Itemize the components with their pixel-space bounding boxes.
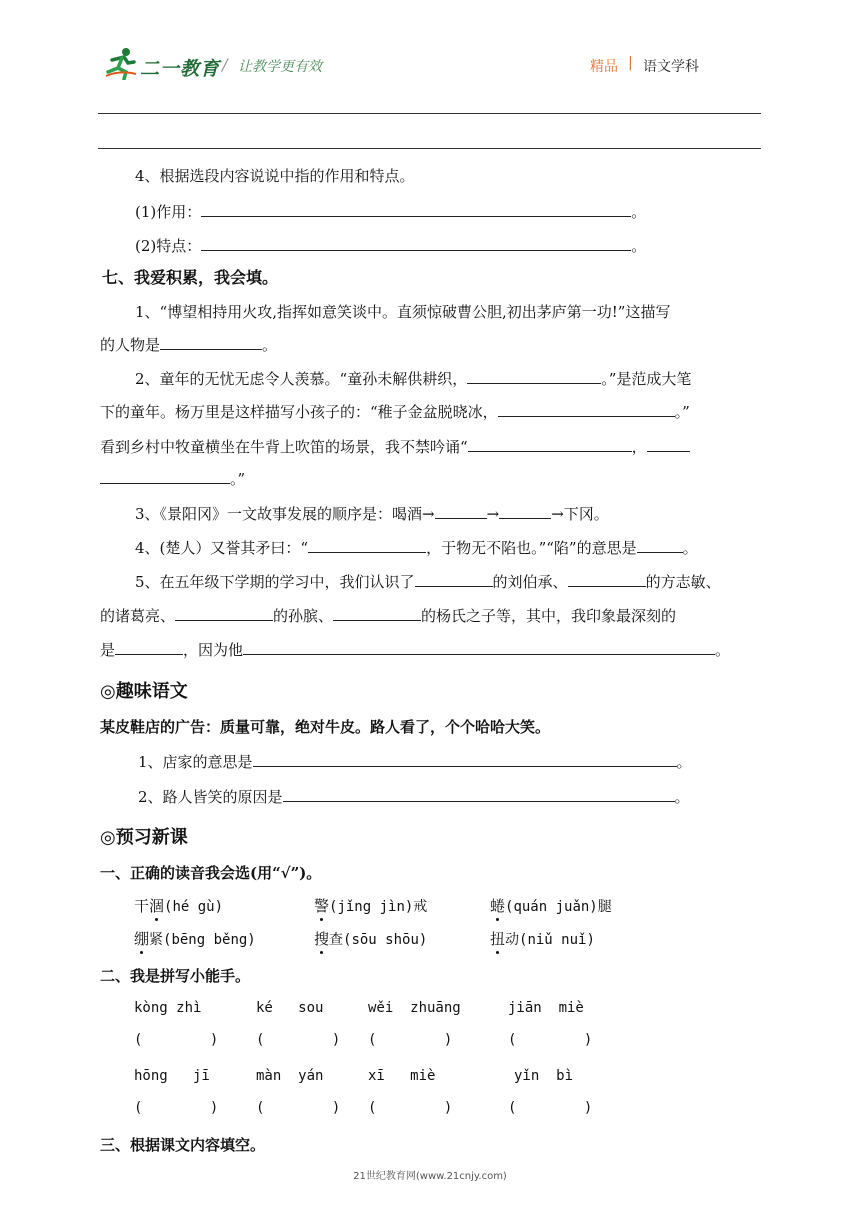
fill-blank[interactable] bbox=[175, 605, 273, 621]
fun-title: ◎趣味语文 bbox=[100, 681, 188, 702]
answer-paren[interactable]: ( ) bbox=[134, 1100, 219, 1116]
fill-blank[interactable] bbox=[201, 235, 631, 251]
s7-item5a: 5、在五年级下学期的学习中，我们认识了 的刘伯承、 的方志敏、 bbox=[135, 573, 721, 591]
fun-q2: 2、路人皆笑的原因是 。 bbox=[138, 788, 690, 806]
answer-paren[interactable]: ( ) bbox=[508, 1032, 593, 1048]
answer-paren[interactable]: ( ) bbox=[368, 1032, 453, 1048]
fun-q1: 1、店家的意思是 。 bbox=[138, 753, 692, 771]
arrow-icon: → bbox=[422, 505, 435, 523]
s7-item2d: 。” bbox=[100, 468, 245, 489]
s7-item2c: 看到乡村中牧童横坐在牛背上吹笛的场景，我不禁吟诵“ ， bbox=[100, 436, 690, 457]
pinyin: wěi zhuāng bbox=[368, 1000, 461, 1016]
answer-line bbox=[98, 113, 761, 114]
s7-item1b: 的人物是 。 bbox=[100, 336, 278, 354]
fill-blank[interactable] bbox=[498, 401, 675, 417]
answer-paren[interactable]: ( ) bbox=[256, 1032, 341, 1048]
pinyin: jiān miè bbox=[508, 1000, 584, 1016]
s7-item3: 3、《景阳冈》一文故事发展的顺序是：喝酒→ → →下冈。 bbox=[135, 505, 609, 523]
brand-name: 二一教育 bbox=[140, 58, 221, 80]
answer-line bbox=[98, 148, 761, 149]
q4-part2: (2)特点： 。 bbox=[135, 237, 647, 255]
pron-item[interactable]: 蜷(quán juǎn)腿 bbox=[490, 897, 612, 915]
fill-blank[interactable] bbox=[415, 571, 493, 587]
fill-blank[interactable] bbox=[467, 368, 601, 384]
fill-blank[interactable] bbox=[568, 571, 646, 587]
fill-blank[interactable] bbox=[637, 537, 683, 553]
fill-blank[interactable] bbox=[333, 605, 421, 621]
s7-item1a: 1、“博望相持用火攻,指挥如意笑谈中。直须惊破曹公胆,初出茅庐第一功!”这描写 bbox=[135, 303, 671, 321]
fill-blank[interactable] bbox=[308, 537, 426, 553]
arrow-icon: → bbox=[486, 505, 500, 523]
s7-item2a: 2、童年的无忧无虑令人羡慕。“童孙未解供耕织， 。”是范成大笔 bbox=[135, 370, 692, 388]
fill-blank[interactable] bbox=[115, 639, 183, 655]
fill-blank[interactable] bbox=[201, 201, 631, 217]
answer-paren[interactable]: ( ) bbox=[134, 1032, 219, 1048]
fill-blank[interactable] bbox=[160, 334, 262, 350]
answer-paren[interactable]: ( ) bbox=[508, 1100, 593, 1116]
header-slash: / bbox=[222, 55, 228, 74]
header bbox=[0, 0, 860, 90]
pron-item[interactable]: 干涸(hé gù) bbox=[134, 897, 224, 915]
pron-item[interactable]: 绷紧(bēng běng) bbox=[134, 930, 256, 948]
pinyin: yǐn bì bbox=[514, 1068, 574, 1084]
s7-item4: 4、(楚人）又誉其矛曰：“ ，于物无不陷也。”“陷”的意思是 。 bbox=[135, 539, 698, 557]
answer-paren[interactable]: ( ) bbox=[368, 1100, 453, 1116]
section7-title: 七、我爱积累，我会填。 bbox=[102, 268, 279, 287]
pinyin: hōng jī bbox=[134, 1068, 210, 1084]
fill-blank[interactable] bbox=[435, 503, 487, 519]
pinyin: màn yán bbox=[256, 1068, 324, 1084]
slogan: 让教学更有效 bbox=[238, 59, 322, 75]
s7-item2b: 下的童年。杨万里是这样描写小孩子的：“稚子金盆脱晓冰， 。” bbox=[100, 403, 690, 421]
q4-stem: 4、根据选段内容说说中指的作用和特点。 bbox=[135, 167, 415, 185]
s7-item5c: 是 ，因为他 。 bbox=[100, 641, 731, 659]
subject-label: 语文学科 bbox=[643, 59, 699, 75]
fill-blank[interactable] bbox=[283, 786, 675, 802]
answer-paren[interactable]: ( ) bbox=[256, 1100, 341, 1116]
preview-s3: 三、根据课文内容填空。 bbox=[100, 1136, 266, 1154]
pinyin-row-1 bbox=[134, 1000, 734, 1020]
runner-logo-icon bbox=[104, 46, 138, 80]
footer: 21世纪教育网(www.21cnjy.com) bbox=[353, 1171, 507, 1182]
fill-blank[interactable] bbox=[253, 751, 677, 767]
fun-ad: 某皮鞋店的广告：质量可靠，绝对牛皮。路人看了，个个哈哈大笑。 bbox=[100, 718, 551, 736]
pron-item[interactable]: 警(jǐng jìn)戒 bbox=[314, 897, 428, 915]
pinyin: ké sou bbox=[256, 1000, 324, 1016]
arrow-icon: → bbox=[551, 505, 564, 523]
pinyin: kòng zhì bbox=[134, 1000, 202, 1016]
paren-row-2 bbox=[134, 1100, 734, 1120]
preview-s2: 二、我是拼写小能手。 bbox=[100, 967, 251, 985]
fill-blank[interactable] bbox=[243, 639, 715, 655]
fill-blank[interactable] bbox=[100, 468, 230, 484]
tag-jingpin: 精品 bbox=[590, 59, 618, 75]
pinyin: xī miè bbox=[368, 1068, 436, 1084]
fill-blank[interactable] bbox=[499, 503, 551, 519]
tag-divider: | bbox=[628, 55, 633, 71]
paren-row-1 bbox=[134, 1032, 734, 1052]
preview-title: ◎预习新课 bbox=[100, 827, 188, 848]
pron-item[interactable]: 搜查(sōu shōu) bbox=[314, 930, 428, 948]
q4-part1: (1)作用： 。 bbox=[135, 203, 647, 221]
pron-item[interactable]: 扭动(niǔ nuǐ) bbox=[490, 930, 595, 948]
preview-s1: 一、正确的读音我会选(用“√”)。 bbox=[100, 864, 322, 882]
pinyin-row-2 bbox=[134, 1068, 734, 1088]
fill-blank[interactable] bbox=[647, 436, 690, 452]
fill-blank[interactable] bbox=[468, 436, 632, 452]
s7-item5b: 的诸葛亮、 的孙膑、 的杨氏之子等，其中，我印象最深刻的 bbox=[100, 607, 677, 625]
